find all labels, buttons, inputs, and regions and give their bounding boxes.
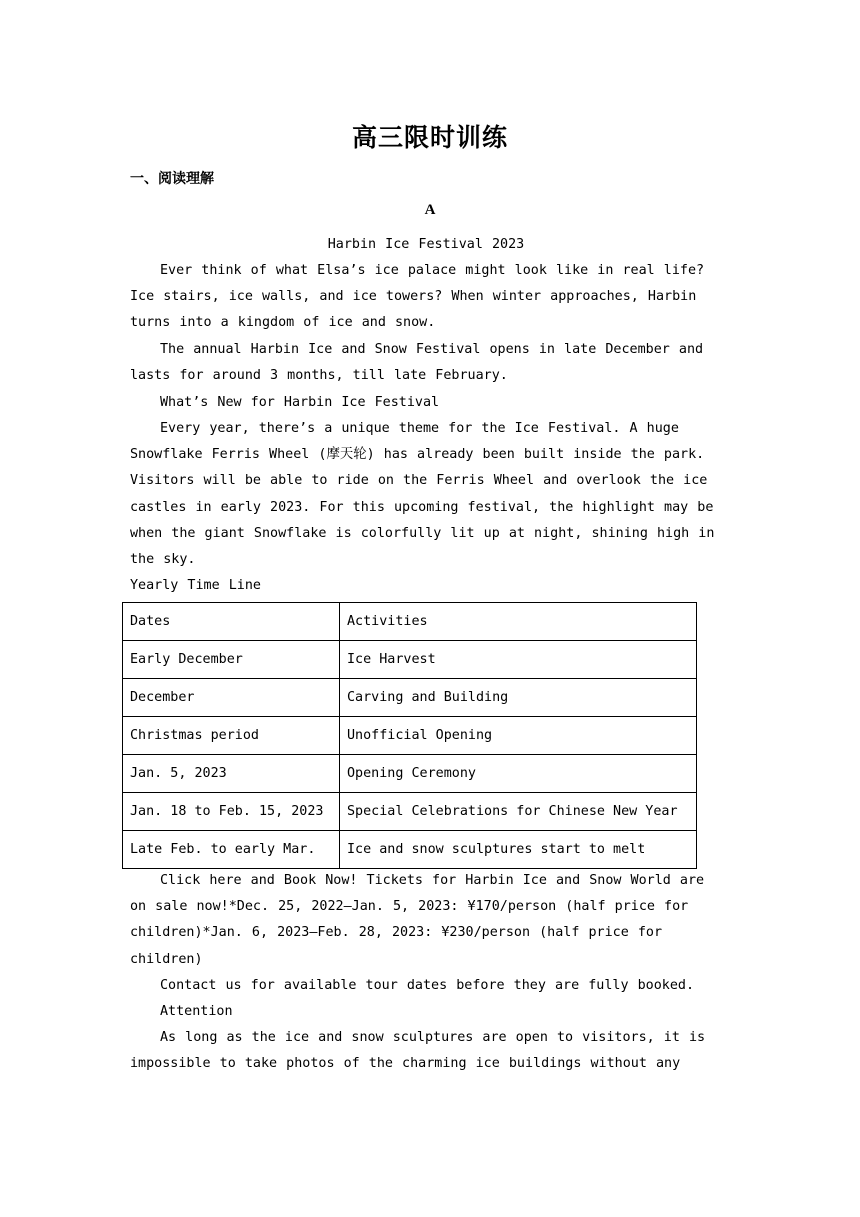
table-row xyxy=(123,831,697,869)
table-cell: Ice Harvest xyxy=(340,641,697,679)
subheading-whats-new: What’s New for Harbin Ice Festival xyxy=(160,395,440,410)
table-cell: Late Feb. to early Mar. xyxy=(123,831,340,869)
table-cell: Christmas period xyxy=(123,717,340,755)
paragraph-3: Every year, there’s a unique theme for the Ice Festival. A huge Snowflake Ferris Wheel (摩天轮) has already been built inside the park. Visitors will be able to ride on the Ferris Wheel and overlook the ice castles in early 2023. For this upcoming festival, the highlight may be when the giant Snowflake is colorfully lit up at night, shining high in the sky. xyxy=(130,421,715,568)
section-heading: 一、阅读理解 xyxy=(130,171,214,187)
timeline-table xyxy=(122,602,697,869)
passage-label: A xyxy=(424,202,436,218)
attention-heading: Attention xyxy=(160,1004,233,1019)
table-cell: Unofficial Opening xyxy=(340,717,697,755)
table-cell: Ice and snow sculptures start to melt xyxy=(340,831,697,869)
table-cell: December xyxy=(123,679,340,717)
table-row xyxy=(123,793,697,831)
timeline-heading: Yearly Time Line xyxy=(130,578,261,593)
table-cell: Opening Ceremony xyxy=(340,755,697,793)
page-title: 高三限时训练 xyxy=(351,123,508,152)
attention-paragraph: As long as the ice and snow sculptures are open to visitors, it is impossible to take photos of the charming ice buildings without any xyxy=(130,1030,706,1072)
table-cell: Carving and Building xyxy=(340,679,697,717)
table-cell: Early December xyxy=(123,641,340,679)
table-row xyxy=(123,717,697,755)
paragraph-2: The annual Harbin Ice and Snow Festival opens in late December and lasts for around 3 months, till late February. xyxy=(130,342,704,384)
article-title: Harbin Ice Festival 2023 xyxy=(327,237,525,252)
table-cell: Jan. 5, 2023 xyxy=(123,755,340,793)
paragraph-1: Ever think of what Elsa’s ice palace might look like in real life? Ice stairs, ice walls, and ice towers? When winter approaches, Harbin turns into a kingdom of ice and snow. xyxy=(130,263,705,331)
table-row xyxy=(123,679,697,717)
table-cell: Special Celebrations for Chinese New Year xyxy=(340,793,697,831)
table-header-cell: Activities xyxy=(340,603,697,641)
table-row xyxy=(123,755,697,793)
contact-paragraph: Contact us for available tour dates before they are fully booked. xyxy=(160,978,695,993)
tickets-paragraph: Click here and Book Now! Tickets for Harbin Ice and Snow World are on sale now!*Dec. 25, 2022—Jan. 5, 2023: ¥170/person (half price for children)*Jan. 6, 2023—Feb. 28, 2023: ¥230/person (half price for children) xyxy=(130,873,705,967)
table-cell: Jan. 18 to Feb. 15, 2023 xyxy=(123,793,340,831)
table-header-cell: Dates xyxy=(123,603,340,641)
table-header-row xyxy=(123,603,697,641)
table-row xyxy=(123,641,697,679)
